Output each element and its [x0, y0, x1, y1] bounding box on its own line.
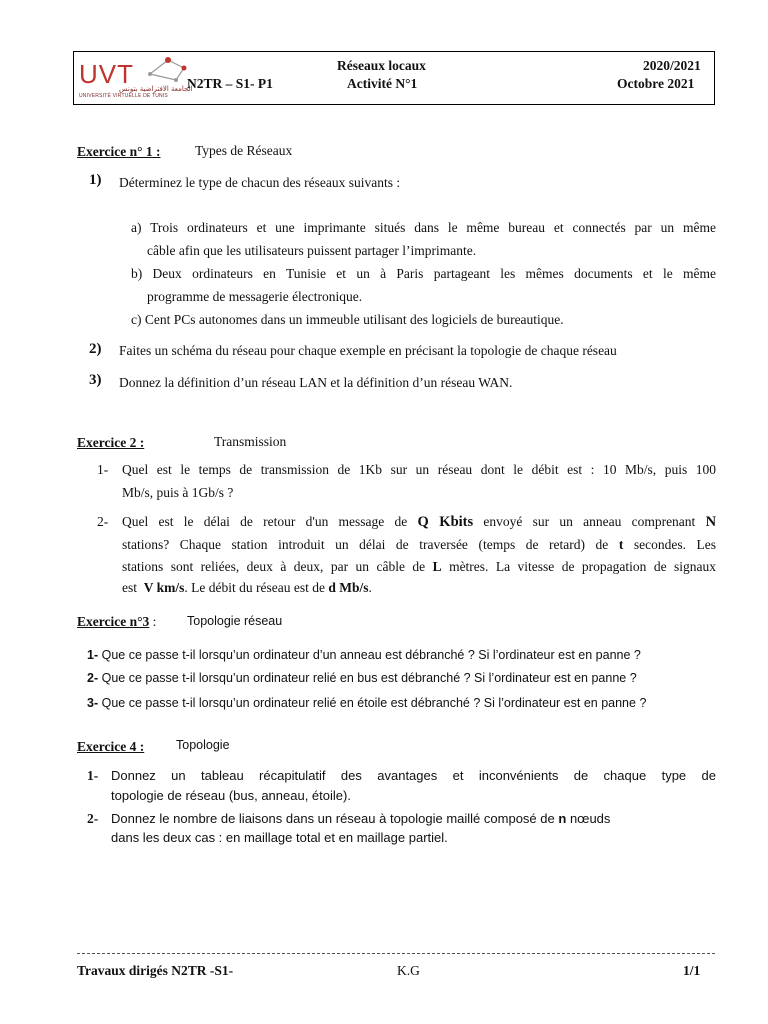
text-segment: envoyé sur un anneau comprenant	[483, 514, 696, 529]
question-text: Quel est le temps de transmission de 1Kb sur un réseau dont le débit est : 10 Mb/s, puis 100	[122, 462, 716, 477]
class-code: N2TR – S1- P1	[187, 76, 273, 91]
text-segment: nœuds	[569, 811, 611, 826]
list-item: a) Trois ordinateurs et une imprimante situés dans le même bureau et connectés par un même	[131, 220, 716, 235]
academic-year: 2020/2021	[643, 58, 701, 73]
question-number: 3)	[89, 372, 102, 388]
logo-subtitle: UNIVERSITÉ VIRTUELLE DE TUNIS	[79, 93, 168, 99]
exercise-title: Exercice n° 1 :	[77, 144, 161, 159]
text-segment: Quel est le délai de retour d'un message de	[122, 514, 408, 529]
exercise-subtitle: Topologie réseau	[187, 614, 283, 628]
exercise-4-heading	[77, 738, 144, 756]
list-item: b) Deux ordinateurs en Tunisie et un à Paris partageant les mêmes documents et le même	[131, 266, 716, 281]
item-text: Que ce passe t-il lorsqu’un ordinateur relié en bus est débranché ? Si l’ordinateur est en panne ?	[101, 671, 637, 685]
logo-network-icon	[140, 54, 192, 88]
list-item: c) Cent PCs autonomes dans un immeuble utilisant des logiciels de bureautique.	[131, 312, 564, 327]
question-number: 2-	[87, 811, 99, 826]
footer-center: K.G	[397, 963, 420, 978]
list-item	[87, 671, 637, 685]
variable-d: d Mb/s	[328, 580, 369, 595]
text-segment: stations? Chaque station introduit un délai de traversée (temps de retard) de	[122, 537, 609, 552]
document-date: Octobre 2021	[617, 76, 695, 91]
question-text-continuation	[122, 580, 372, 596]
logo-arabic-text: الجامعة الافتراضية بتونس	[119, 85, 193, 93]
course-title: Réseaux locaux	[337, 58, 426, 73]
exercise-title: Exercice n°3	[77, 614, 150, 629]
question-text: Donnez un tableau récapitulatif des avantages et inconvénients de chaque type de	[111, 768, 716, 783]
text-segment: est	[122, 580, 137, 595]
page-number: 1/1	[683, 963, 701, 978]
activity-title: Activité N°1	[347, 76, 418, 91]
title-colon: :	[149, 614, 157, 629]
variable-n: n	[558, 811, 567, 826]
variable-v: V km/s	[143, 580, 185, 595]
exercise-2-heading	[77, 434, 144, 452]
logo-text: UVT	[79, 59, 134, 89]
list-item	[87, 696, 646, 710]
variable-t: t	[618, 537, 624, 552]
question-number: 1)	[89, 172, 102, 188]
question-text-continuation	[122, 559, 716, 575]
question-number: 1-	[97, 462, 109, 477]
item-number: 2-	[87, 671, 99, 685]
item-number: 1-	[87, 648, 99, 662]
variable-n: N	[705, 514, 717, 530]
variable-q: Q Kbits	[417, 514, 474, 530]
list-item-continuation: câble afin que les utilisateurs puissent partager l’imprimante.	[147, 243, 477, 258]
question-text: Donnez la définition d’un réseau LAN et la définition d’un réseau WAN.	[119, 375, 513, 390]
text-segment: Donnez le nombre de liaisons dans un réseau à topologie maillé composé de	[111, 811, 555, 826]
question-text: Faites un schéma du réseau pour chaque exemple en précisant la topologie de chaque réseau	[119, 343, 617, 358]
text-segment: . Le débit du réseau est de	[184, 580, 325, 595]
question-number: 2-	[97, 514, 109, 529]
exercise-1-heading	[77, 143, 161, 161]
exercise-subtitle: Topologie	[176, 738, 230, 752]
list-item	[87, 648, 641, 662]
text-segment: secondes. Les	[633, 537, 717, 552]
item-number: 3-	[87, 696, 99, 710]
question-number: 2)	[89, 341, 102, 357]
text-segment: mètres. La vitesse de propagation de signaux	[449, 559, 717, 574]
question-text-continuation: dans les deux cas : en maillage total et en maillage partiel.	[111, 830, 448, 845]
exercise-title: Exercice 4 :	[77, 739, 145, 754]
footer-left: Travaux dirigés N2TR -S1-	[77, 963, 234, 978]
question-text-continuation: Mb/s, puis à 1Gb/s ?	[122, 485, 234, 500]
list-item-continuation: programme de messagerie électronique.	[147, 289, 363, 304]
question-text	[122, 514, 716, 531]
exercise-title: Exercice 2 :	[77, 435, 145, 450]
exercise-3-heading	[77, 614, 156, 630]
question-text: Déterminez le type de chacun des réseaux suivants :	[119, 175, 401, 190]
question-number: 1-	[87, 768, 99, 783]
question-text-continuation	[122, 537, 716, 553]
footer-divider	[77, 953, 715, 954]
question-text-continuation: topologie de réseau (bus, anneau, étoile).	[111, 788, 351, 803]
exercise-subtitle: Types de Réseaux	[195, 143, 293, 158]
variable-l: L	[432, 559, 442, 574]
question-text	[111, 811, 610, 826]
exercise-subtitle: Transmission	[214, 434, 287, 449]
item-text: Que ce passe t-il lorsqu’un ordinateur relié en étoile est débranché ? Si l’ordinateur est en panne ?	[101, 696, 647, 710]
text-segment: .	[368, 580, 372, 595]
text-segment: stations sont reliées, deux à deux, par un câble de	[122, 559, 426, 574]
item-text: Que ce passe t-il lorsqu’un ordinateur d’un anneau est débranché ? Si l’ordinateur est en panne ?	[101, 648, 641, 662]
